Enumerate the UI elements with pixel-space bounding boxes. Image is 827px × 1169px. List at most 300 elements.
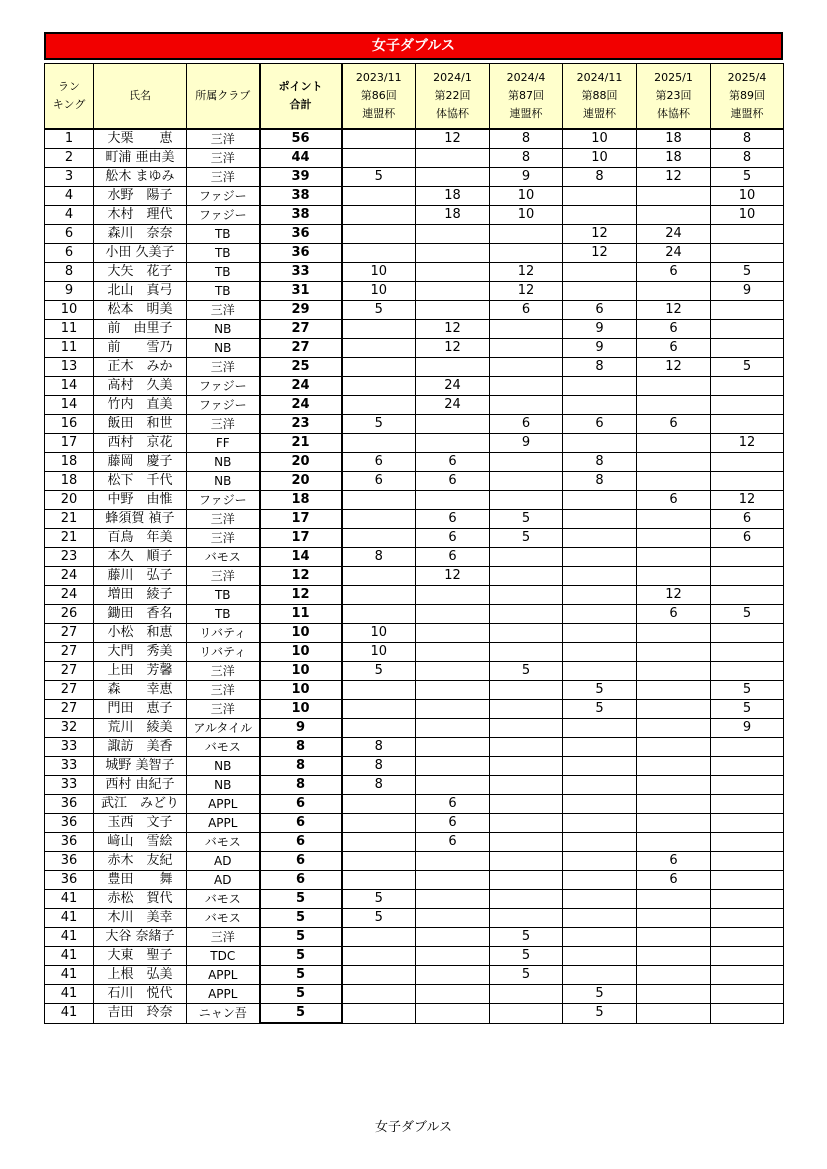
ranking-table: [44, 63, 784, 1024]
points-cell: 5: [260, 928, 342, 947]
name-cell: 上根 弘美: [94, 966, 187, 985]
event-2-cell: 24: [416, 377, 490, 396]
club-cell: APPL: [187, 985, 260, 1004]
page-title: 女子ダブルス: [44, 32, 783, 60]
event-5-cell: 6: [637, 605, 711, 624]
name-cell: 石川 悦代: [94, 985, 187, 1004]
table-row: [45, 586, 784, 605]
event-6-cell: [711, 833, 784, 852]
table-row: [45, 149, 784, 168]
event-6-cell: 6: [711, 510, 784, 529]
rank-cell: 41: [45, 890, 94, 909]
event-4-cell: 10: [563, 149, 637, 168]
event-1-cell: [342, 795, 416, 814]
points-cell: 5: [260, 985, 342, 1004]
event-4-cell: [563, 491, 637, 510]
event-1-cell: [342, 928, 416, 947]
table-row: [45, 529, 784, 548]
club-cell: バモス: [187, 833, 260, 852]
rank-cell: 14: [45, 396, 94, 415]
event-1-cell: 10: [342, 263, 416, 282]
event-4-cell: [563, 814, 637, 833]
event-5-cell: [637, 529, 711, 548]
event-6-cell: [711, 301, 784, 320]
event-3-cell: [490, 567, 563, 586]
club-cell: TB: [187, 263, 260, 282]
table-row: [45, 966, 784, 985]
club-cell: NB: [187, 339, 260, 358]
event-5-cell: 6: [637, 852, 711, 871]
header-event-4: 2024/11 第88回 連盟杯: [563, 64, 637, 130]
club-cell: ファジー: [187, 377, 260, 396]
event-2-cell: 6: [416, 510, 490, 529]
event-1-cell: [342, 1004, 416, 1024]
event-5-cell: [637, 833, 711, 852]
points-cell: 10: [260, 700, 342, 719]
name-cell: 飯田 和世: [94, 415, 187, 434]
rank-cell: 6: [45, 225, 94, 244]
event-1-cell: [342, 700, 416, 719]
event-1-cell: [342, 966, 416, 985]
name-cell: 豊田 舞: [94, 871, 187, 890]
event-6-cell: [711, 985, 784, 1004]
event-3-cell: [490, 909, 563, 928]
event-4-cell: [563, 833, 637, 852]
event-6-cell: [711, 795, 784, 814]
name-cell: 藤岡 慶子: [94, 453, 187, 472]
rank-cell: 4: [45, 187, 94, 206]
rank-cell: 41: [45, 928, 94, 947]
club-cell: アルタイル: [187, 719, 260, 738]
table-row: [45, 833, 784, 852]
event-4-cell: [563, 586, 637, 605]
name-cell: 大谷 奈緒子: [94, 928, 187, 947]
header-event-3: 2024/4 第87回 連盟杯: [490, 64, 563, 130]
event-5-cell: 6: [637, 491, 711, 510]
event-3-cell: [490, 624, 563, 643]
points-cell: 12: [260, 586, 342, 605]
header-event-5: 2025/1 第23回 体協杯: [637, 64, 711, 130]
rank-cell: 36: [45, 795, 94, 814]
event-4-cell: [563, 947, 637, 966]
rank-cell: 11: [45, 320, 94, 339]
club-cell: バモス: [187, 909, 260, 928]
table-row: [45, 567, 784, 586]
event-3-cell: [490, 776, 563, 795]
event-5-cell: [637, 909, 711, 928]
event-6-cell: [711, 1004, 784, 1024]
table-row: [45, 263, 784, 282]
event-1-cell: 5: [342, 662, 416, 681]
event-6-cell: 5: [711, 168, 784, 187]
event-2-cell: [416, 624, 490, 643]
points-cell: 38: [260, 187, 342, 206]
event-3-cell: [490, 548, 563, 567]
header-row: [45, 64, 784, 130]
event-3-cell: 6: [490, 301, 563, 320]
points-cell: 14: [260, 548, 342, 567]
points-cell: 6: [260, 814, 342, 833]
event-6-cell: 5: [711, 700, 784, 719]
event-6-cell: [711, 738, 784, 757]
event-2-cell: [416, 852, 490, 871]
points-cell: 10: [260, 681, 342, 700]
table-row: [45, 244, 784, 263]
name-cell: 舩木 まゆみ: [94, 168, 187, 187]
event-2-cell: [416, 225, 490, 244]
club-cell: バモス: [187, 548, 260, 567]
event-5-cell: [637, 396, 711, 415]
name-cell: 正木 みか: [94, 358, 187, 377]
name-cell: 竹内 直美: [94, 396, 187, 415]
rank-cell: 20: [45, 491, 94, 510]
event-5-cell: [637, 624, 711, 643]
rank-cell: 36: [45, 852, 94, 871]
rank-cell: 36: [45, 833, 94, 852]
points-cell: 38: [260, 206, 342, 225]
event-5-cell: [637, 434, 711, 453]
header-club: 所属クラブ: [187, 64, 260, 130]
rank-cell: 18: [45, 453, 94, 472]
event-3-cell: [490, 852, 563, 871]
table-row: [45, 396, 784, 415]
event-5-cell: [637, 472, 711, 491]
rank-cell: 8: [45, 263, 94, 282]
rank-cell: 1: [45, 129, 94, 149]
event-5-cell: 24: [637, 244, 711, 263]
event-2-cell: 6: [416, 529, 490, 548]
event-5-cell: 18: [637, 149, 711, 168]
name-cell: 水野 陽子: [94, 187, 187, 206]
rank-cell: 36: [45, 814, 94, 833]
rank-cell: 23: [45, 548, 94, 567]
club-cell: FF: [187, 434, 260, 453]
event-4-cell: [563, 605, 637, 624]
club-cell: TB: [187, 244, 260, 263]
points-cell: 17: [260, 510, 342, 529]
event-6-cell: 5: [711, 263, 784, 282]
event-2-cell: [416, 890, 490, 909]
event-4-cell: [563, 434, 637, 453]
event-6-cell: [711, 757, 784, 776]
event-5-cell: [637, 966, 711, 985]
table-row: [45, 434, 784, 453]
event-4-cell: [563, 529, 637, 548]
event-4-cell: [563, 377, 637, 396]
event-3-cell: [490, 871, 563, 890]
name-cell: 木村 理代: [94, 206, 187, 225]
points-cell: 25: [260, 358, 342, 377]
event-5-cell: [637, 719, 711, 738]
event-1-cell: 6: [342, 472, 416, 491]
name-cell: 森川 奈奈: [94, 225, 187, 244]
event-6-cell: [711, 928, 784, 947]
club-cell: リバティ: [187, 643, 260, 662]
event-1-cell: [342, 206, 416, 225]
event-6-cell: 12: [711, 491, 784, 510]
event-1-cell: [342, 947, 416, 966]
points-cell: 36: [260, 244, 342, 263]
rank-cell: 2: [45, 149, 94, 168]
table-row: [45, 415, 784, 434]
header-event-6: 2025/4 第89回 連盟杯: [711, 64, 784, 130]
event-3-cell: [490, 643, 563, 662]
rank-cell: 4: [45, 206, 94, 225]
event-3-cell: 8: [490, 129, 563, 149]
event-1-cell: 6: [342, 453, 416, 472]
event-1-cell: [342, 434, 416, 453]
rank-cell: 41: [45, 985, 94, 1004]
event-2-cell: 12: [416, 129, 490, 149]
event-1-cell: 5: [342, 415, 416, 434]
table-row: [45, 643, 784, 662]
event-4-cell: 5: [563, 681, 637, 700]
event-5-cell: [637, 776, 711, 795]
table-row: [45, 187, 784, 206]
table-row: [45, 301, 784, 320]
event-3-cell: 5: [490, 947, 563, 966]
event-4-cell: [563, 624, 637, 643]
event-4-cell: 8: [563, 168, 637, 187]
event-3-cell: [490, 472, 563, 491]
event-4-cell: 9: [563, 320, 637, 339]
event-5-cell: 6: [637, 871, 711, 890]
event-1-cell: [342, 510, 416, 529]
event-6-cell: [711, 814, 784, 833]
event-6-cell: 10: [711, 187, 784, 206]
table-row: [45, 738, 784, 757]
event-5-cell: [637, 643, 711, 662]
event-3-cell: [490, 605, 563, 624]
event-1-cell: 10: [342, 282, 416, 301]
points-cell: 5: [260, 966, 342, 985]
event-6-cell: [711, 643, 784, 662]
event-6-cell: 5: [711, 605, 784, 624]
name-cell: 西村 由紀子: [94, 776, 187, 795]
rank-cell: 33: [45, 757, 94, 776]
points-cell: 33: [260, 263, 342, 282]
event-1-cell: [342, 605, 416, 624]
event-5-cell: [637, 700, 711, 719]
event-1-cell: 5: [342, 890, 416, 909]
event-1-cell: 8: [342, 738, 416, 757]
club-cell: TB: [187, 225, 260, 244]
event-4-cell: [563, 928, 637, 947]
event-3-cell: 10: [490, 206, 563, 225]
rank-cell: 32: [45, 719, 94, 738]
event-3-cell: [490, 700, 563, 719]
name-cell: 玉西 文子: [94, 814, 187, 833]
header-event-1: 2023/11 第86回 連盟杯: [342, 64, 416, 130]
event-4-cell: 8: [563, 358, 637, 377]
rank-cell: 41: [45, 909, 94, 928]
club-cell: 三洋: [187, 529, 260, 548]
event-3-cell: [490, 453, 563, 472]
points-cell: 23: [260, 415, 342, 434]
event-1-cell: 8: [342, 757, 416, 776]
event-3-cell: [490, 1004, 563, 1024]
event-1-cell: [342, 586, 416, 605]
club-cell: NB: [187, 320, 260, 339]
event-3-cell: [490, 795, 563, 814]
rank-cell: 24: [45, 586, 94, 605]
table-row: [45, 510, 784, 529]
event-2-cell: [416, 909, 490, 928]
points-cell: 39: [260, 168, 342, 187]
name-cell: 前 雪乃: [94, 339, 187, 358]
event-4-cell: [563, 548, 637, 567]
event-4-cell: [563, 909, 637, 928]
event-1-cell: [342, 833, 416, 852]
event-2-cell: [416, 586, 490, 605]
event-4-cell: [563, 890, 637, 909]
rank-cell: 33: [45, 776, 94, 795]
club-cell: ファジー: [187, 491, 260, 510]
club-cell: 三洋: [187, 510, 260, 529]
event-2-cell: [416, 681, 490, 700]
club-cell: TB: [187, 605, 260, 624]
event-3-cell: 5: [490, 529, 563, 548]
event-6-cell: [711, 396, 784, 415]
table-row: [45, 871, 784, 890]
event-2-cell: 6: [416, 453, 490, 472]
points-cell: 5: [260, 909, 342, 928]
points-cell: 12: [260, 567, 342, 586]
event-6-cell: 5: [711, 681, 784, 700]
event-2-cell: [416, 757, 490, 776]
club-cell: 三洋: [187, 149, 260, 168]
event-6-cell: [711, 320, 784, 339]
table-row: [45, 814, 784, 833]
rank-cell: 21: [45, 510, 94, 529]
event-2-cell: [416, 719, 490, 738]
event-1-cell: [342, 719, 416, 738]
event-2-cell: [416, 662, 490, 681]
event-2-cell: 18: [416, 206, 490, 225]
name-cell: 鋤田 香名: [94, 605, 187, 624]
event-6-cell: [711, 890, 784, 909]
rank-cell: 3: [45, 168, 94, 187]
club-cell: 三洋: [187, 662, 260, 681]
table-row: [45, 795, 784, 814]
event-4-cell: 5: [563, 700, 637, 719]
rank-cell: 27: [45, 624, 94, 643]
event-2-cell: 12: [416, 320, 490, 339]
event-5-cell: [637, 795, 711, 814]
points-cell: 6: [260, 852, 342, 871]
event-3-cell: 9: [490, 168, 563, 187]
rank-cell: 14: [45, 377, 94, 396]
page-footer: 女子ダブルス: [374, 1120, 453, 1135]
name-cell: 木川 美幸: [94, 909, 187, 928]
event-4-cell: [563, 852, 637, 871]
event-2-cell: [416, 776, 490, 795]
event-4-cell: [563, 776, 637, 795]
club-cell: ファジー: [187, 396, 260, 415]
event-5-cell: 6: [637, 339, 711, 358]
event-2-cell: 6: [416, 472, 490, 491]
event-5-cell: 24: [637, 225, 711, 244]
event-2-cell: 6: [416, 833, 490, 852]
rank-cell: 17: [45, 434, 94, 453]
name-cell: 本久 順子: [94, 548, 187, 567]
table-row: [45, 700, 784, 719]
club-cell: バモス: [187, 890, 260, 909]
table-row: [45, 757, 784, 776]
event-2-cell: 12: [416, 339, 490, 358]
event-1-cell: [342, 320, 416, 339]
event-2-cell: [416, 605, 490, 624]
event-3-cell: 6: [490, 415, 563, 434]
points-cell: 18: [260, 491, 342, 510]
table-row: [45, 605, 784, 624]
name-cell: 上田 芳馨: [94, 662, 187, 681]
points-cell: 8: [260, 757, 342, 776]
event-6-cell: [711, 415, 784, 434]
club-cell: ニャン吾: [187, 1004, 260, 1024]
rank-cell: 41: [45, 947, 94, 966]
rank-cell: 21: [45, 529, 94, 548]
event-4-cell: 8: [563, 453, 637, 472]
points-cell: 6: [260, 795, 342, 814]
event-6-cell: 8: [711, 129, 784, 149]
event-2-cell: [416, 966, 490, 985]
event-1-cell: 10: [342, 643, 416, 662]
event-3-cell: [490, 320, 563, 339]
event-4-cell: 10: [563, 129, 637, 149]
table-row: [45, 129, 784, 149]
event-6-cell: [711, 453, 784, 472]
event-5-cell: [637, 662, 711, 681]
points-cell: 10: [260, 662, 342, 681]
club-cell: ファジー: [187, 206, 260, 225]
name-cell: 中野 由惟: [94, 491, 187, 510]
table-row: [45, 719, 784, 738]
event-6-cell: [711, 909, 784, 928]
club-cell: TB: [187, 586, 260, 605]
event-1-cell: [342, 681, 416, 700]
event-3-cell: 8: [490, 149, 563, 168]
table-row: [45, 377, 784, 396]
event-5-cell: [637, 985, 711, 1004]
event-2-cell: [416, 168, 490, 187]
table-row: [45, 852, 784, 871]
points-cell: 8: [260, 738, 342, 757]
event-4-cell: [563, 263, 637, 282]
event-3-cell: [490, 985, 563, 1004]
event-6-cell: 5: [711, 358, 784, 377]
club-cell: AD: [187, 852, 260, 871]
event-5-cell: 12: [637, 358, 711, 377]
rank-cell: 6: [45, 244, 94, 263]
event-3-cell: [490, 377, 563, 396]
event-3-cell: [490, 244, 563, 263]
event-2-cell: [416, 263, 490, 282]
rank-cell: 11: [45, 339, 94, 358]
event-6-cell: [711, 567, 784, 586]
points-cell: 8: [260, 776, 342, 795]
header-rank: ラン キング: [45, 64, 94, 130]
event-5-cell: 12: [637, 586, 711, 605]
event-1-cell: [342, 529, 416, 548]
name-cell: 百鳥 年美: [94, 529, 187, 548]
event-4-cell: 12: [563, 244, 637, 263]
header-event-2: 2024/1 第22回 体協杯: [416, 64, 490, 130]
name-cell: 松本 明美: [94, 301, 187, 320]
event-2-cell: 6: [416, 795, 490, 814]
table-row: [45, 206, 784, 225]
name-cell: 藤川 弘子: [94, 567, 187, 586]
